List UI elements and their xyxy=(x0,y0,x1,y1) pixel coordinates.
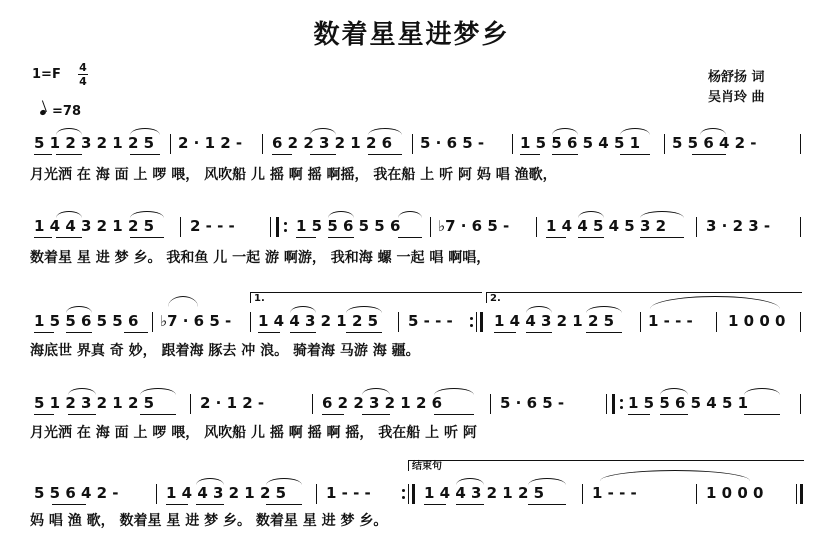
measure-4-notes: 5 · 6 5 - xyxy=(420,134,485,152)
tempo-value: =78 xyxy=(52,104,81,119)
measure-10-notes: ♭7 · 6 5 - xyxy=(438,217,510,235)
lyrics-row-2: 数着星 星 进 梦 乡。 我和鱼 儿 一起 游 啊游， 我和海 螺 一起 唱 啊唱， xyxy=(30,250,491,266)
measure-5-notes: 1 5 5 6 5 4 5 1 xyxy=(520,134,641,152)
volta-1-label: 1. xyxy=(254,293,265,304)
measure-28-notes: 1 4 4 3 2 1 2 5 xyxy=(424,484,545,502)
key-signature: 1=F xyxy=(32,67,61,82)
song-title: 数着星星进梦乡 xyxy=(313,20,510,50)
volta-1 xyxy=(250,292,482,303)
measure-18-notes: 1 - - - xyxy=(648,312,693,330)
ending-bracket xyxy=(408,460,804,471)
ending-label: 结束句 xyxy=(412,461,442,472)
measure-27-notes: 1 - - - xyxy=(326,484,371,502)
measure-3-notes: 6 2 2 3 2 1 2 6 xyxy=(272,134,393,152)
measure-29-notes: 1 - - - xyxy=(592,484,637,502)
quarter-note-icon xyxy=(39,109,46,116)
measure-20-notes: 5 1 2 3 2 1 2 5 xyxy=(34,394,155,412)
measure-21-notes: 2 · 1 2 - xyxy=(200,394,265,412)
time-signature-top: 4 xyxy=(79,61,87,74)
time-signature-bottom: 4 xyxy=(79,75,87,88)
lyrics-row-1: 月光洒 在 海 面 上 啰 喂， 风吹船 儿 摇 啊 摇 啊摇， 我在船 上 听 阿 妈 唱 渔歌， xyxy=(30,167,557,183)
measure-24-notes: 1 5 5 6 5 4 5 1 xyxy=(628,394,749,412)
measure-2-notes: 2 · 1 2 - xyxy=(178,134,243,152)
composer-credit: 吴肖玲 曲 xyxy=(708,90,765,105)
measure-22-notes: 6 2 2 3 2 1 2 6 xyxy=(322,394,443,412)
lyrics-row-3: 海底世 界真 奇 妙， 跟着海 豚去 冲 浪。 骑着海 马游 海 疆。 xyxy=(30,343,420,359)
measure-11-notes: 1 4 4 5 4 5 3 2 xyxy=(546,217,667,235)
tempo-marking xyxy=(40,104,81,119)
measure-23-notes: 5 · 6 5 - xyxy=(500,394,565,412)
measure-16-notes: 5 - - - xyxy=(408,312,453,330)
measure-1-notes: 5 1 2 3 2 1 2 5 xyxy=(34,134,155,152)
measure-15-notes: 1 4 4 3 2 1 2 5 xyxy=(258,312,379,330)
measure-26-notes: 1 4 4 3 2 1 2 5 xyxy=(166,484,287,502)
measure-12-notes: 3 · 2 3 - xyxy=(706,217,771,235)
measure-14-notes: ♭7 · 6 5 - xyxy=(160,312,232,330)
measure-25-notes: 5 5 6 4 2 - xyxy=(34,484,119,502)
lyrics-row-4: 月光洒 在 海 面 上 啰 喂， 风吹船 儿 摇 啊 摇 啊 摇， 我在船 上 听 阿 xyxy=(30,425,477,441)
volta-2-label: 2. xyxy=(490,293,501,304)
time-signature xyxy=(78,62,88,87)
measure-30-notes: 1 0 0 0 xyxy=(706,484,764,502)
lyricist-credit: 杨舒扬 词 xyxy=(708,70,765,85)
measure-19-notes: 1 0 0 0 xyxy=(728,312,786,330)
measure-9-notes: 1 5 5 6 5 5 6 xyxy=(296,217,401,235)
measure-17-notes: 1 4 4 3 2 1 2 5 xyxy=(494,312,615,330)
measure-7-notes: 1 4 4 3 2 1 2 5 xyxy=(34,217,155,235)
measure-6-notes: 5 5 6 4 2 - xyxy=(672,134,757,152)
measure-13-notes: 1 5 5 6 5 5 6 xyxy=(34,312,139,330)
lyrics-row-5: 妈 唱 渔 歌， 数着星 星 进 梦 乡。 数着星 星 进 梦 乡。 xyxy=(30,513,388,529)
measure-8-notes: 2 - - - xyxy=(190,217,235,235)
